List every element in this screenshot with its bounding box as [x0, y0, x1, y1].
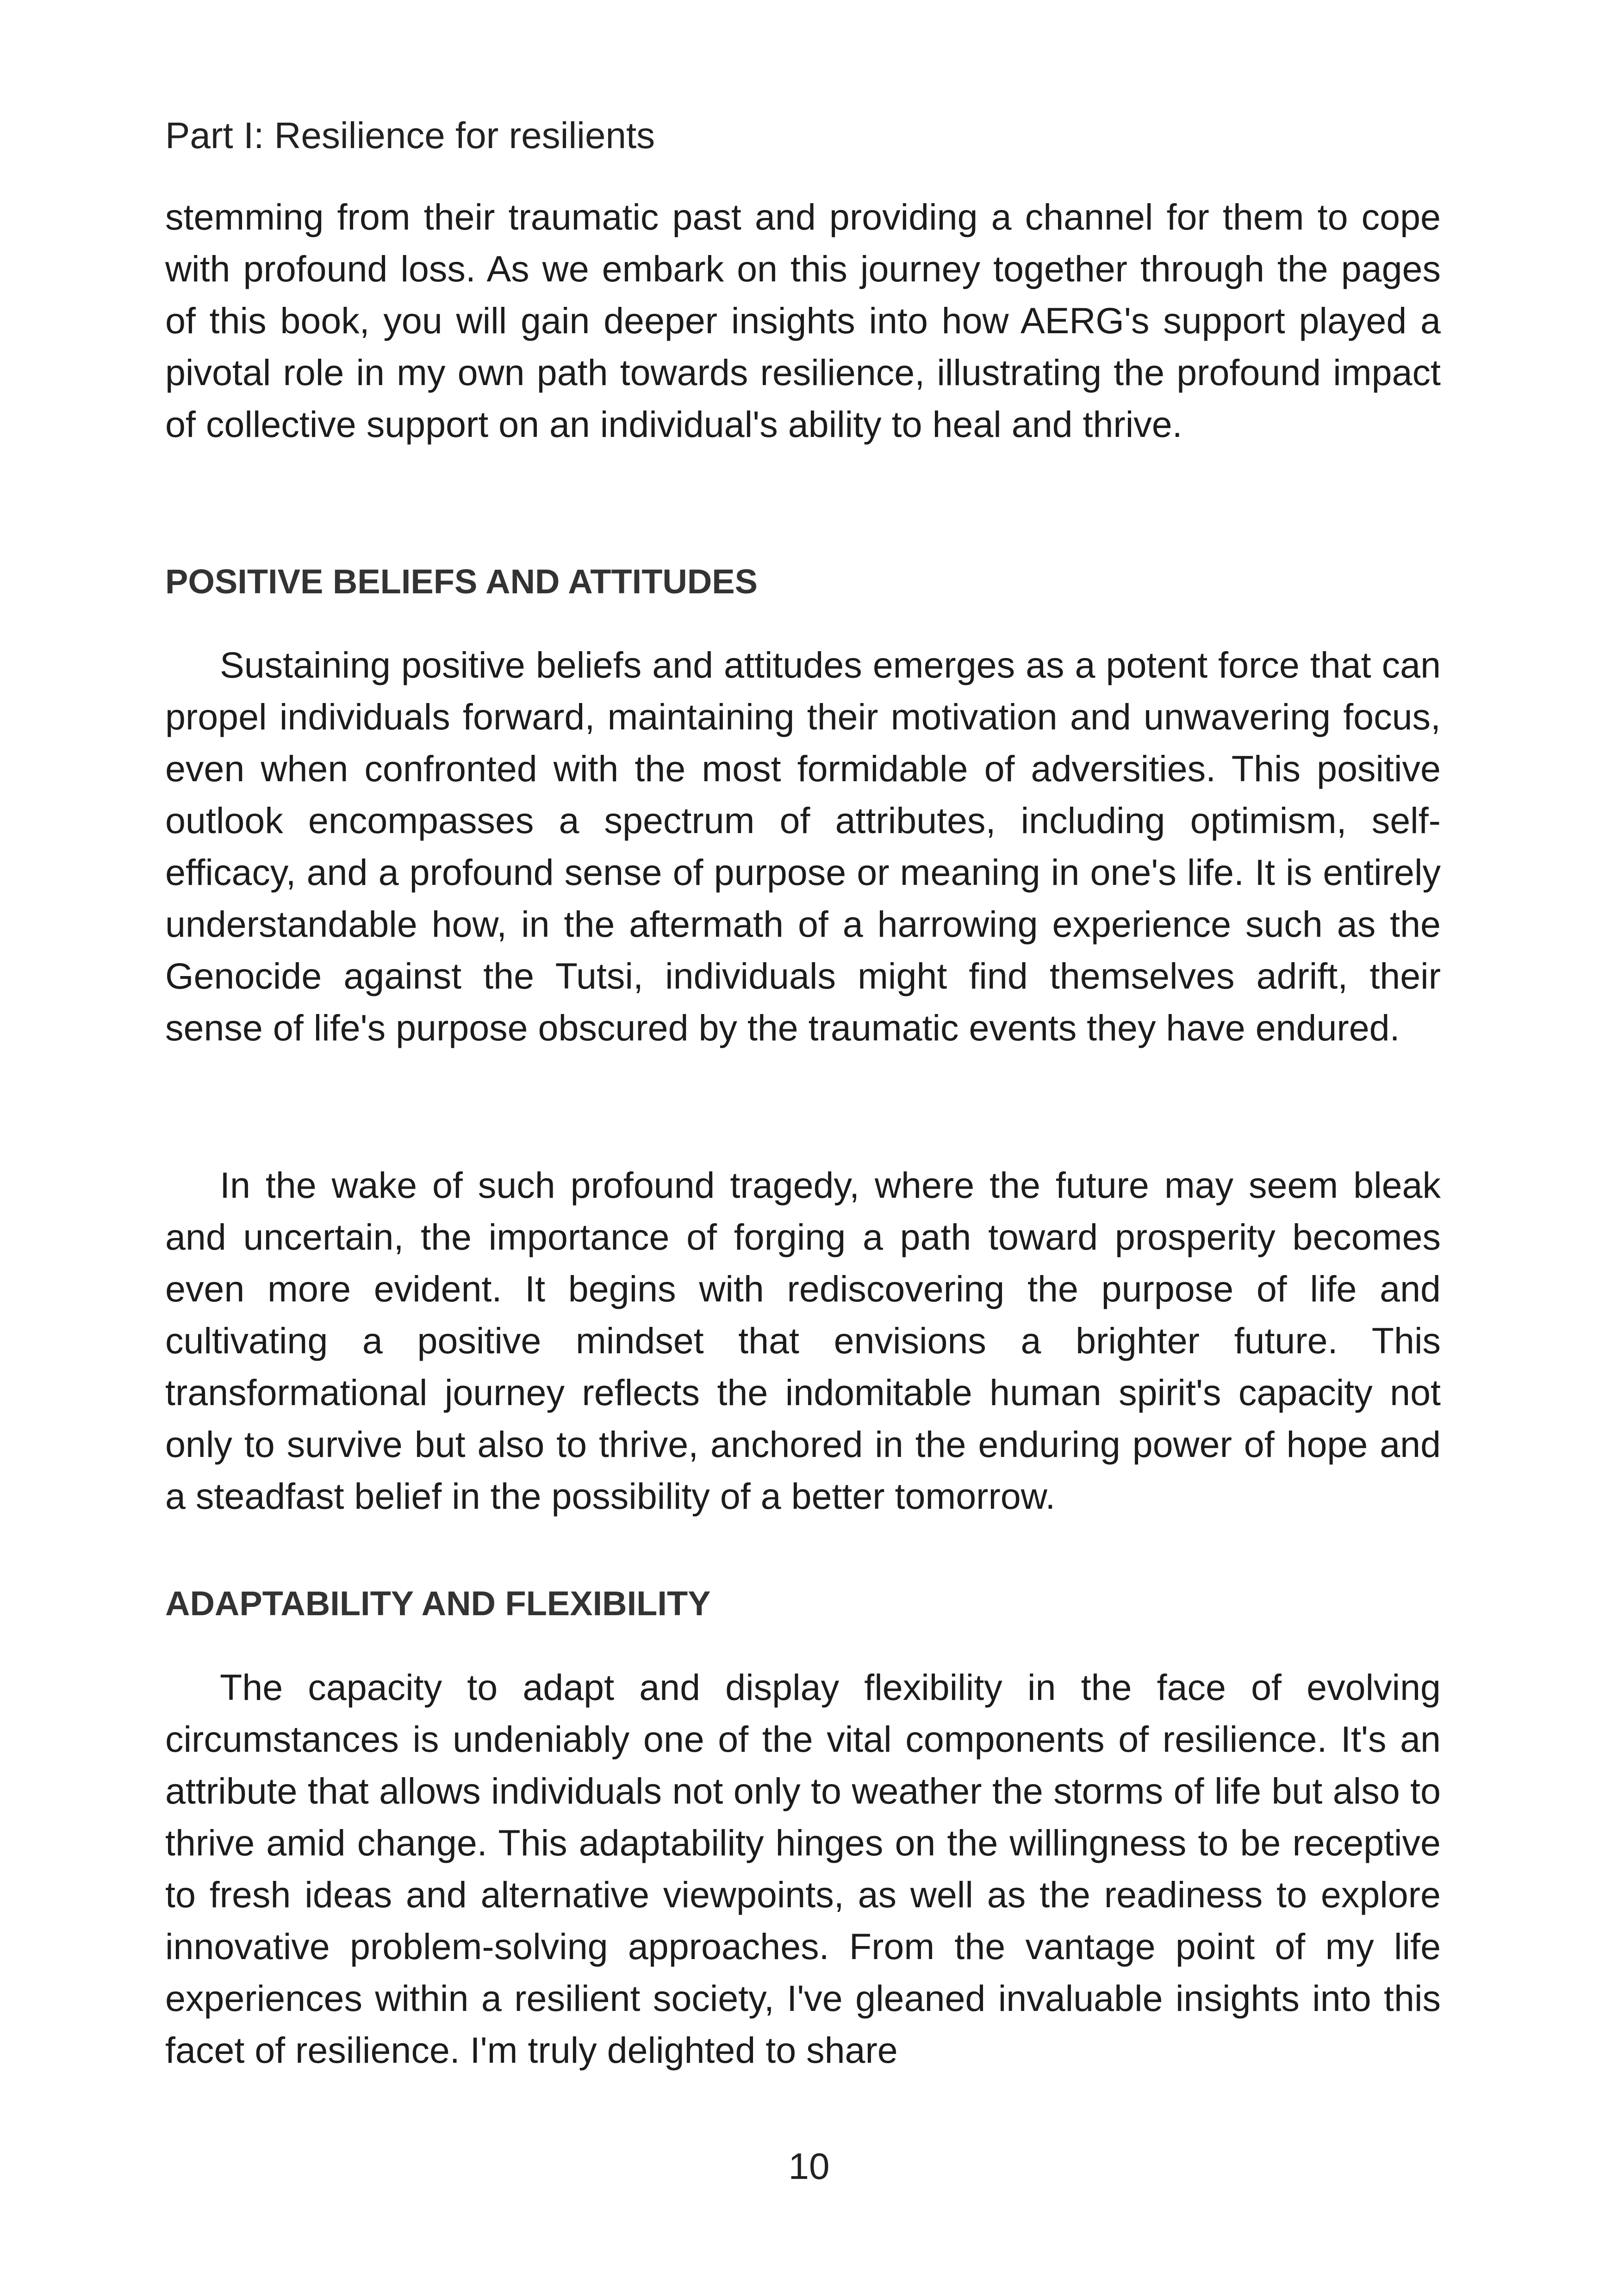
body-paragraph-profound-tragedy: In the wake of such profound tragedy, where the future may seem bleak and uncertain, the importance of forging a path toward prosperity becomes even more evident. It begins with rediscovering the purpose of life and cultivating a positive mindset that envisions a brighter future. This transformational journey reflects the indomitable human spirit's capacity not only to survive but also to thrive, anchored in the enduring power of hope and a steadfast belief in the possibility of a better tomorrow. — [165, 1164, 1441, 1517]
section-heading-positive-beliefs: POSITIVE BELIEFS AND ATTITUDES — [165, 562, 758, 601]
body-paragraph-adaptability: The capacity to adapt and display flexibility in the face of evolving circumstances is undeniably one of the vital components of resilience. It's an attribute that allows individuals not only to weather the storms of life but also to thrive amid change. This adaptability hinges on the willingness to be receptive to fresh ideas and alternative viewpoints, as well as the readiness to explore innovative problem-solving approaches. From the vantage point of my life experiences within a resilient society, I've gleaned invaluable insights into this facet of resilience. I'm truly delighted to share — [165, 1667, 1441, 2071]
body-paragraph-continuation: stemming from their traumatic past and providing a channel for them to cope with profound loss. As we embark on this journey together through the pages of this book, you will gain deeper insights into how AERG's support played a pivotal role in my own path towards resilience, illustrating the profound impact of collective support on an individual's ability to heal and thrive. — [165, 196, 1441, 445]
running-header: Part I: Resilience for resilients — [165, 115, 655, 156]
section-heading-adaptability: ADAPTABILITY AND FLEXIBILITY — [165, 1584, 711, 1623]
page-number: 10 — [788, 2146, 830, 2187]
body-paragraph-positive-beliefs: Sustaining positive beliefs and attitudes emerges as a potent force that can propel individuals forward, maintaining their motivation and unwavering focus, even when confronted with the most formidable of adversities. This positive outlook encompasses a spectrum of attributes, including optimism, self-efficacy, and a profound sense of purpose or meaning in one's life. It is entirely understandable how, in the aftermath of a harrowing experience such as the Genocide against the Tutsi, individuals might find themselves adrift, their sense of life's purpose obscured by the traumatic events they have endured. — [165, 644, 1441, 1048]
